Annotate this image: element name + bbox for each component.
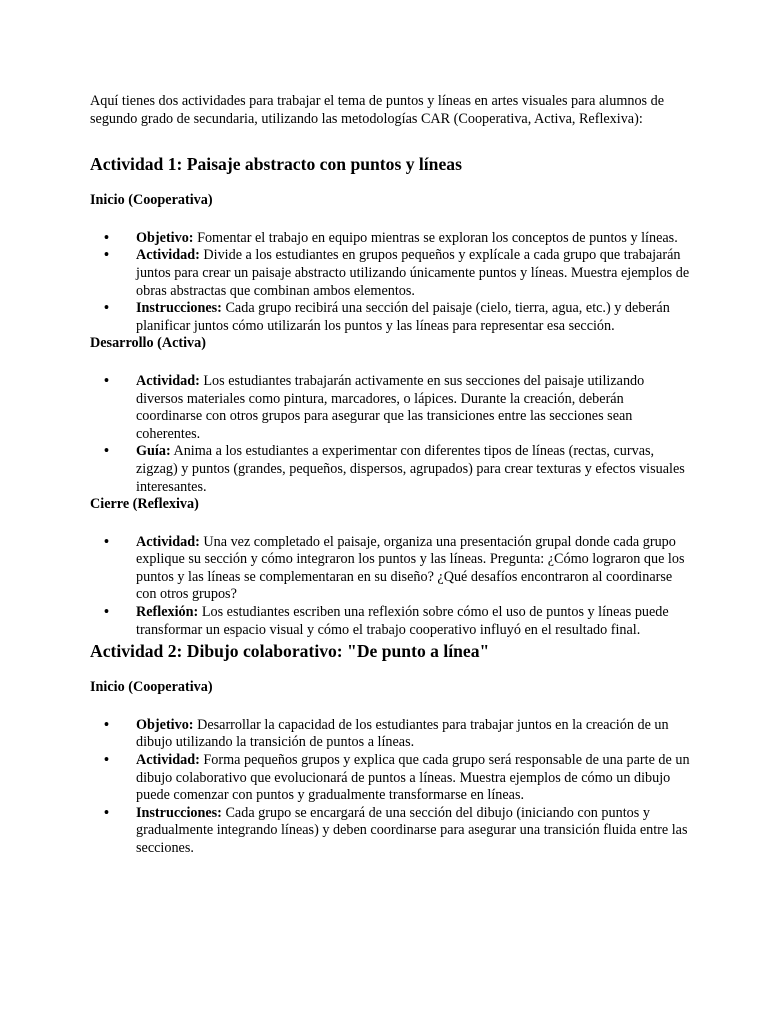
- list-item: [90, 534, 690, 604]
- item-text: Anima a los estudiantes a experimentar con diferentes tipos de líneas (rectas, curvas, zigzag) y puntos (grandes, pequeños, dispersos, agrupados) para crear texturas y efectos visuales interesantes.: [136, 443, 685, 495]
- list-item: [90, 717, 690, 752]
- item-text: Fomentar el trabajo en equipo mientras se exploran los conceptos de puntos y líneas.: [193, 229, 678, 246]
- item-text: Desarrollar la capacidad de los estudiantes para trabajar juntos en la creación de un dibujo utilizando la transición de puntos a líneas.: [136, 716, 669, 751]
- item-lead: Reflexión:: [136, 604, 199, 621]
- activity-1-section-3-heading: Cierre (Reflexiva): [90, 496, 199, 513]
- list-item: [90, 300, 690, 335]
- intro-paragraph: Aquí tienes dos actividades para trabajar el tema de puntos y líneas en artes visuales para alumnos de segundo grado de secundaria, utilizando las metodologías CAR (Cooperativa, Activa, Reflexiva):: [90, 93, 665, 127]
- bullet-icon: •: [104, 533, 109, 550]
- activity-1-section-3-list: [90, 534, 690, 640]
- item-lead: Actividad:: [136, 372, 200, 389]
- list-item: [90, 805, 690, 858]
- activity-2-section-1-list: [90, 717, 690, 858]
- activity-1-section-2-list: [90, 373, 690, 496]
- item-text: Forma pequeños grupos y explica que cada grupo será responsable de una parte de un dibujo colaborativo que evolucionará de puntos a líneas. Muestra ejemplos de cómo un dibujo puede comenzar con puntos y gradualmente transformarse en líneas.: [136, 752, 690, 804]
- document-page: [90, 93, 690, 858]
- activity-1-section-2-heading: Desarrollo (Activa): [90, 335, 206, 352]
- activity-1-title: Actividad 1: Paisaje abstracto con puntos y líneas: [90, 154, 462, 175]
- item-lead: Actividad:: [136, 752, 200, 769]
- list-item: [90, 373, 690, 443]
- item-text: Los estudiantes trabajarán activamente en sus secciones del paisaje utilizando diversos materiales como pintura, marcadores, o lápices. Durante la creación, deberán coordinarse con otros grupos para asegurar que las transiciones entre las secciones sean coherentes.: [136, 372, 645, 442]
- item-lead: Instrucciones:: [136, 804, 222, 821]
- bullet-icon: •: [104, 604, 109, 621]
- activity-2-title: Actividad 2: Dibujo colaborativo: "De punto a línea": [90, 641, 490, 662]
- item-lead: Actividad:: [136, 533, 200, 550]
- list-item: [90, 604, 690, 639]
- list-item: [90, 443, 690, 496]
- item-text: Los estudiantes escriben una reflexión sobre cómo el uso de puntos y líneas puede transformar un espacio visual y cómo el trabajo cooperativo influyó en el resultado final.: [136, 604, 669, 638]
- item-lead: Objetivo:: [136, 229, 194, 246]
- bullet-icon: •: [104, 752, 109, 769]
- bullet-icon: •: [104, 716, 109, 733]
- bullet-icon: •: [104, 247, 109, 264]
- list-item: [90, 752, 690, 805]
- bullet-icon: •: [104, 229, 109, 246]
- list-item: [90, 247, 690, 300]
- item-text: Una vez completado el paisaje, organiza una presentación grupal donde cada grupo explique su sección y cómo integraron los puntos y las líneas. Pregunta: ¿Cómo lograron que los puntos y las líneas se complementaran en su diseño? ¿Qué desafíos encontraron al coordinarse con otros grupos?: [136, 533, 685, 603]
- item-lead: Guía:: [136, 443, 171, 460]
- activity-1-section-1-heading: Inicio (Cooperativa): [90, 192, 213, 209]
- bullet-icon: •: [104, 804, 109, 821]
- bullet-icon: •: [104, 372, 109, 389]
- list-item: [90, 230, 690, 248]
- bullet-icon: •: [104, 300, 109, 317]
- bullet-icon: •: [104, 443, 109, 460]
- activity-2-section-1-heading: Inicio (Cooperativa): [90, 679, 213, 696]
- item-lead: Instrucciones:: [136, 300, 222, 317]
- item-lead: Actividad:: [136, 247, 200, 264]
- item-text: Divide a los estudiantes en grupos pequeños y explícale a cada grupo que trabajarán juntos para crear un paisaje abstracto utilizando únicamente puntos y líneas. Muestra ejemplos de obras abstractas que combinan ambos elementos.: [136, 247, 690, 299]
- activity-1-section-1-list: [90, 230, 690, 336]
- item-lead: Objetivo:: [136, 716, 194, 733]
- item-text: Cada grupo recibirá una sección del paisaje (cielo, tierra, agua, etc.) y deberán planificar juntos cómo utilizarán los puntos y las líneas para representar esa sección.: [136, 300, 670, 334]
- item-text: Cada grupo se encargará de una sección del dibujo (iniciando con puntos y gradualmente integrando líneas) y deben coordinarse para asegurar una transición fluida entre las secciones.: [136, 804, 688, 856]
